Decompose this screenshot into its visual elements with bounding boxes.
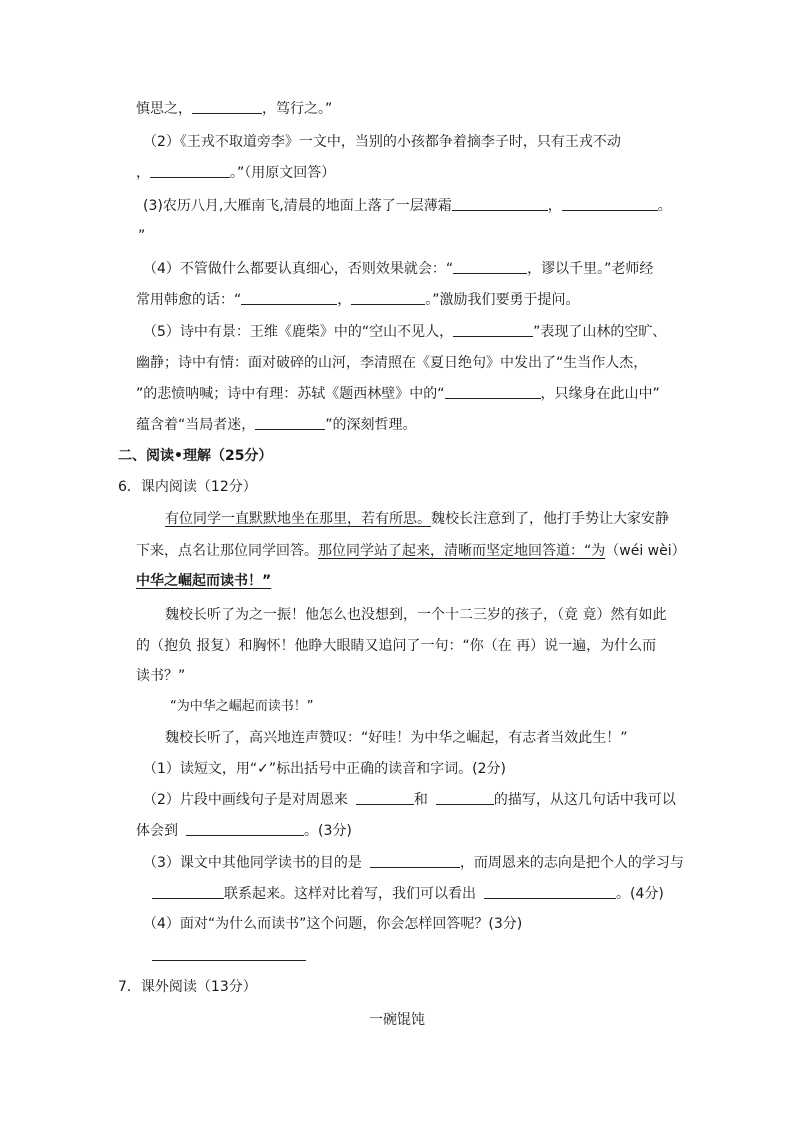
sub-question-3-line-2 — [152, 884, 664, 904]
question-text: （3）课文中其他同学读书的目的是 — [143, 855, 362, 871]
question-text: 的描写，从这几句话中我可以 — [493, 792, 676, 808]
question-text: （5）诗中有景：王维《鹿柴》中的“空山不见人， — [143, 324, 454, 340]
passage-line-3 — [136, 571, 271, 591]
question-text: 。(4分) — [616, 886, 664, 902]
question-4-line-1 — [143, 259, 653, 279]
answer-blank[interactable] — [150, 163, 230, 178]
question-6-heading: 6．课内阅读（12分） — [118, 479, 257, 495]
question-text: 蕴含着“当局者迷， — [136, 417, 256, 433]
question-2-line-2 — [136, 163, 335, 183]
sub-question-4: （4）面对“为什么而读书”这个问题，你会怎样回答呢？(3分) — [143, 916, 523, 932]
question-text: 。 — [657, 198, 672, 214]
question-4-line-2 — [136, 290, 580, 310]
question-text: ”表现了山林的空旷、 — [533, 324, 667, 340]
passage-text: 魏校长注意到了，他打手势让大家安静 — [431, 511, 669, 527]
question-text: 联系起来。这样对比着写，我们可以看出 — [224, 886, 476, 902]
question-text: （4）不管做什么都要认真细心，否则效果就会：“ — [143, 261, 454, 277]
answer-blank[interactable] — [436, 790, 494, 805]
question-3-line-1 — [143, 196, 672, 216]
answer-blank[interactable] — [356, 790, 414, 805]
question-5-line-4 — [136, 415, 417, 435]
question-3-line-2 — [138, 226, 145, 246]
question-5-line-3 — [136, 384, 660, 404]
answer-blank[interactable] — [453, 322, 533, 337]
question-text: ， — [337, 292, 352, 308]
question-5-line-2 — [136, 353, 647, 373]
underlined-sentence: 那位同学站了起来，清晰而坚定地回答道：“为 — [318, 543, 606, 559]
question-text: （2）《王戎不取道旁李》一文中，当别的小孩都争着摘李子时，只有王戎不动 — [143, 134, 621, 150]
answer-blank[interactable] — [562, 196, 658, 211]
answer-blank[interactable] — [370, 853, 460, 868]
fill-text: 慎思之， — [136, 101, 192, 117]
answer-blank[interactable] — [484, 884, 616, 899]
sub-question-2-line-1 — [143, 790, 676, 810]
passage-line-8: 魏校长听了，高兴地连声赞叹：“好哇！为中华之崛起，有志者当效此生！” — [165, 730, 628, 746]
underlined-sentence: 有位同学一直默默地坐在那里，若有所思。 — [165, 511, 431, 527]
answer-blank[interactable] — [453, 259, 527, 274]
question-text: 常用韩愈的话：“ — [136, 292, 242, 308]
answer-blank[interactable] — [351, 290, 425, 305]
question-text: ”的深刻哲理。 — [325, 417, 417, 433]
answer-blank[interactable] — [445, 384, 541, 399]
passage-line-4: 魏校长听了为之一振！他怎么也没想到，一个十二三岁的孩子，（竟 竟）然有如此 — [165, 607, 667, 623]
article-title: 一碗馄饨 — [369, 1012, 425, 1028]
question-text: 。”激励我们要勇于提问。 — [425, 292, 580, 308]
question-2-line-1 — [143, 132, 621, 152]
sub-question-2-line-2 — [136, 821, 352, 841]
answer-blank[interactable] — [452, 196, 548, 211]
question-text: ， — [547, 198, 562, 214]
underlined-sentence: 中华之崛起而读书！” — [136, 573, 272, 589]
section-heading: 二、阅读•理解（25分） — [118, 448, 273, 464]
question-text: 。(3分) — [304, 823, 352, 839]
fill-text: ，笃行之。” — [262, 101, 333, 117]
question-text: ，而周恩来的志向是把个人的学习与 — [459, 855, 684, 871]
question-5-line-1 — [143, 322, 666, 342]
answer-blank[interactable] — [152, 884, 224, 899]
answer-blank[interactable] — [186, 821, 304, 836]
passage-text: 下来，点名让那位同学回答。 — [136, 543, 318, 559]
question-text: (3)农历八月,大雁南飞,清晨的地面上落了一层薄霜 — [143, 198, 452, 214]
question-text: ， — [136, 165, 150, 181]
question-text: 幽静；诗中有情：面对破碎的山河，李清照在《夏日绝句》中发出了“生当作人杰， — [136, 355, 648, 371]
question-text: 。”（用原文回答） — [230, 165, 336, 181]
passage-line-2 — [136, 541, 686, 561]
question-text: ”的悲愤呐喊；诗中有理：苏轼《题西林壁》中的“ — [136, 386, 445, 402]
sub-question-1: （1）读短文，用“✓”标出括号中正确的读音和字词。(2分) — [143, 761, 506, 777]
question-text: ，只缘身在此山中” — [540, 386, 660, 402]
answer-blank[interactable] — [255, 415, 325, 430]
passage-line-6: 读书？” — [136, 668, 186, 684]
passage-line-7: “为中华之崛起而读书！” — [170, 699, 314, 714]
pinyin-choice: （wéi wèi） — [605, 543, 686, 559]
question-text: ，谬以千里。”老师经 — [527, 261, 654, 277]
answer-blank[interactable] — [192, 99, 262, 114]
passage-line-1 — [165, 509, 669, 529]
question-text: 体会到 — [136, 823, 178, 839]
question-7-heading: 7．课外阅读（13分） — [118, 979, 257, 995]
question-text: ” — [138, 228, 146, 244]
question-text: （2）片段中画线句子是对周恩来 — [143, 792, 348, 808]
passage-line-5: 的（抱负 报复）和胸怀！他睁大眼睛又追问了一句：“你（在 再）说一遍，为什么而 — [136, 638, 657, 654]
question-text: 和 — [413, 792, 428, 808]
answer-blank[interactable] — [241, 290, 337, 305]
answer-line[interactable] — [152, 946, 306, 961]
fill-line-1 — [136, 99, 332, 119]
sub-question-3-line-1 — [143, 853, 684, 873]
